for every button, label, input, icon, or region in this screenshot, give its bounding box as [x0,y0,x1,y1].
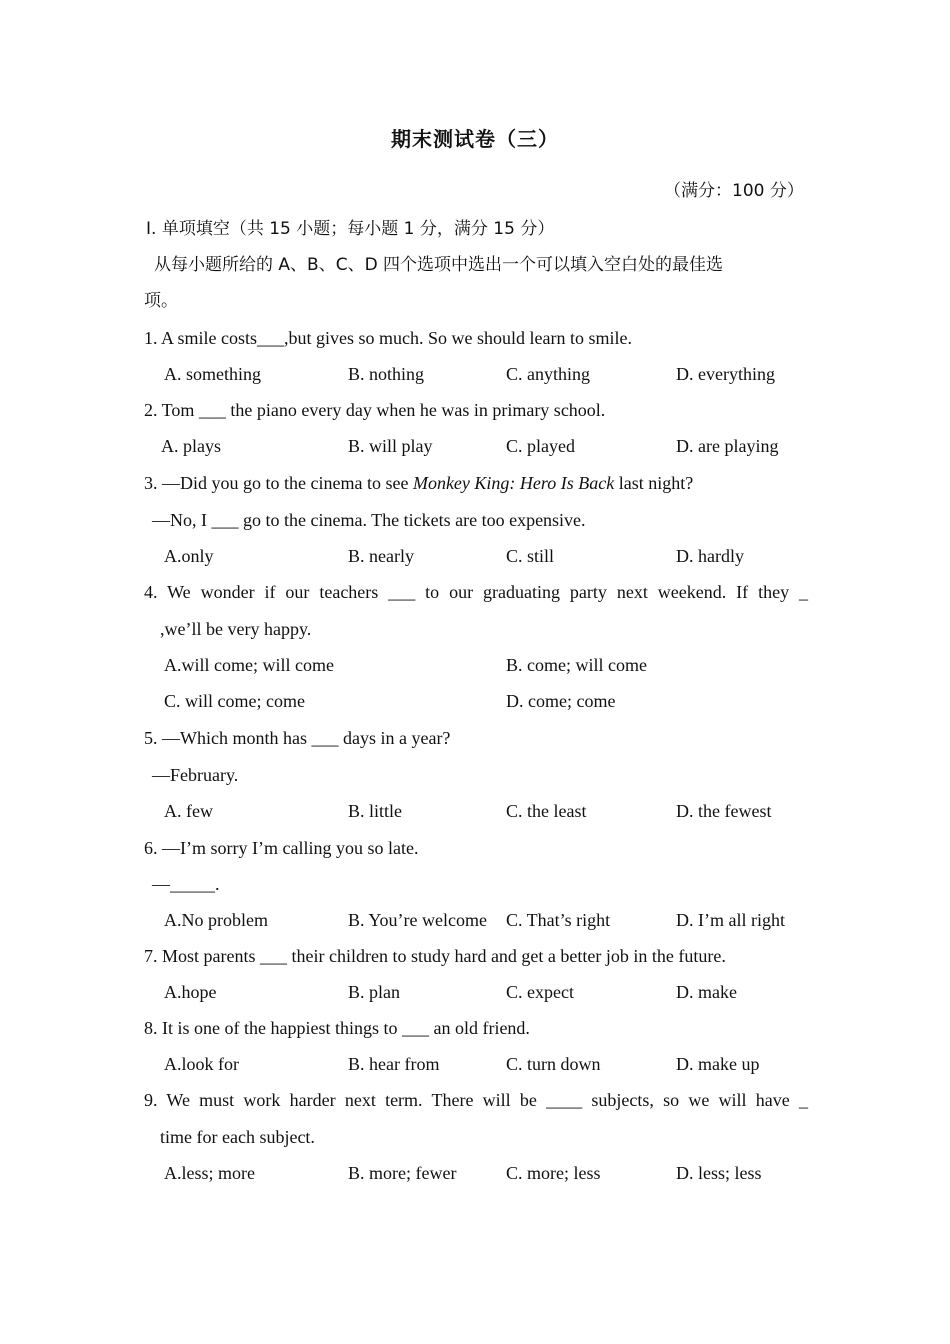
question-5-option-c: C. the least [506,801,587,821]
question-1-option-d: D. everything [676,364,775,384]
question-5-reply: —February. [152,765,239,785]
question-5-option-d: D. the fewest [676,801,772,821]
question-9-stem: 9. We must work harder next term. There will be ____ subjects, so we will have _ [144,1090,808,1110]
question-9-stem-cont: time for each subject. [160,1127,315,1147]
question-4-option-a: A.will come; will come [164,655,334,675]
question-6-option-a: A.No problem [164,910,268,930]
question-7-option-d: D. make [676,982,737,1002]
question-1-stem: 1. A smile costs___,but gives so much. So we should learn to smile. [144,328,632,348]
question-2-option-a: A. plays [161,436,221,456]
question-7-option-c: C. expect [506,982,574,1002]
question-3-stem-post: last night? [614,473,694,493]
question-3-stem [144,472,693,494]
question-5-option-b: B. little [348,801,402,821]
question-6-option-c: C. That’s right [506,910,611,930]
question-1-option-c: C. anything [506,364,590,384]
question-3-film-title: Monkey King: Hero Is Back [412,473,615,493]
question-2-option-d: D. are playing [676,436,779,456]
question-7-stem: 7. Most parents ___ their children to study hard and get a better job in the future. [144,946,726,966]
question-7-option-b: B. plan [348,982,400,1002]
full-score: （满分：100 分） [664,181,804,201]
question-4-option-d: D. come; come [506,691,616,711]
question-3-option-a: A.only [164,546,214,566]
section-instruction: 从每小题所给的 A、B、C、D 四个选项中选出一个可以填入空白处的最佳选 [154,255,724,275]
question-3-reply: —No, I ___ go to the cinema. The tickets are too expensive. [152,510,586,530]
question-9-option-b: B. more; fewer [348,1163,457,1183]
question-4-option-b: B. come; will come [506,655,647,675]
question-2-stem: 2. Tom ___ the piano every day when he was in primary school. [144,400,606,420]
question-3-option-b: B. nearly [348,546,414,566]
question-3-stem-pre: 3. —Did you go to the cinema to see [144,473,413,493]
question-8-option-d: D. make up [676,1054,760,1074]
section-heading: Ⅰ. 单项填空（共 15 小题；每小题 1 分，满分 15 分） [146,219,555,239]
question-2-option-c: C. played [506,436,575,456]
question-6-reply: —_____. [152,874,220,894]
question-8-stem: 8. It is one of the happiest things to ___ an old friend. [144,1018,530,1038]
question-3-option-c: C. still [506,546,555,566]
question-4-stem: 4. We wonder if our teachers ___ to our graduating party next weekend. If they _ [144,582,808,602]
question-7-option-a: A.hope [164,982,217,1002]
section-instruction-cont: 项。 [144,291,178,311]
question-1-option-b: B. nothing [348,364,425,384]
question-5-stem: 5. —Which month has ___ days in a year? [144,728,451,748]
question-6-option-b: B. You’re welcome [348,910,487,930]
question-4-stem-cont: ,we’ll be very happy. [160,619,312,639]
question-6-stem: 6. —I’m sorry I’m calling you so late. [144,838,419,858]
question-9-option-c: C. more; less [506,1163,601,1183]
question-8-option-b: B. hear from [348,1054,440,1074]
question-1-option-a: A. something [164,364,261,384]
question-9-option-d: D. less; less [676,1163,762,1183]
question-2-option-b: B. will play [348,436,433,456]
question-9-option-a: A.less; more [164,1163,255,1183]
question-8-option-a: A.look for [164,1054,239,1074]
question-6-option-d: D. I’m all right [676,910,785,930]
question-8-option-c: C. turn down [506,1054,601,1074]
question-4-option-c: C. will come; come [164,691,305,711]
question-5-option-a: A. few [164,801,213,821]
question-3-option-d: D. hardly [676,546,744,566]
page-title: 期末测试卷（三） [391,127,559,151]
